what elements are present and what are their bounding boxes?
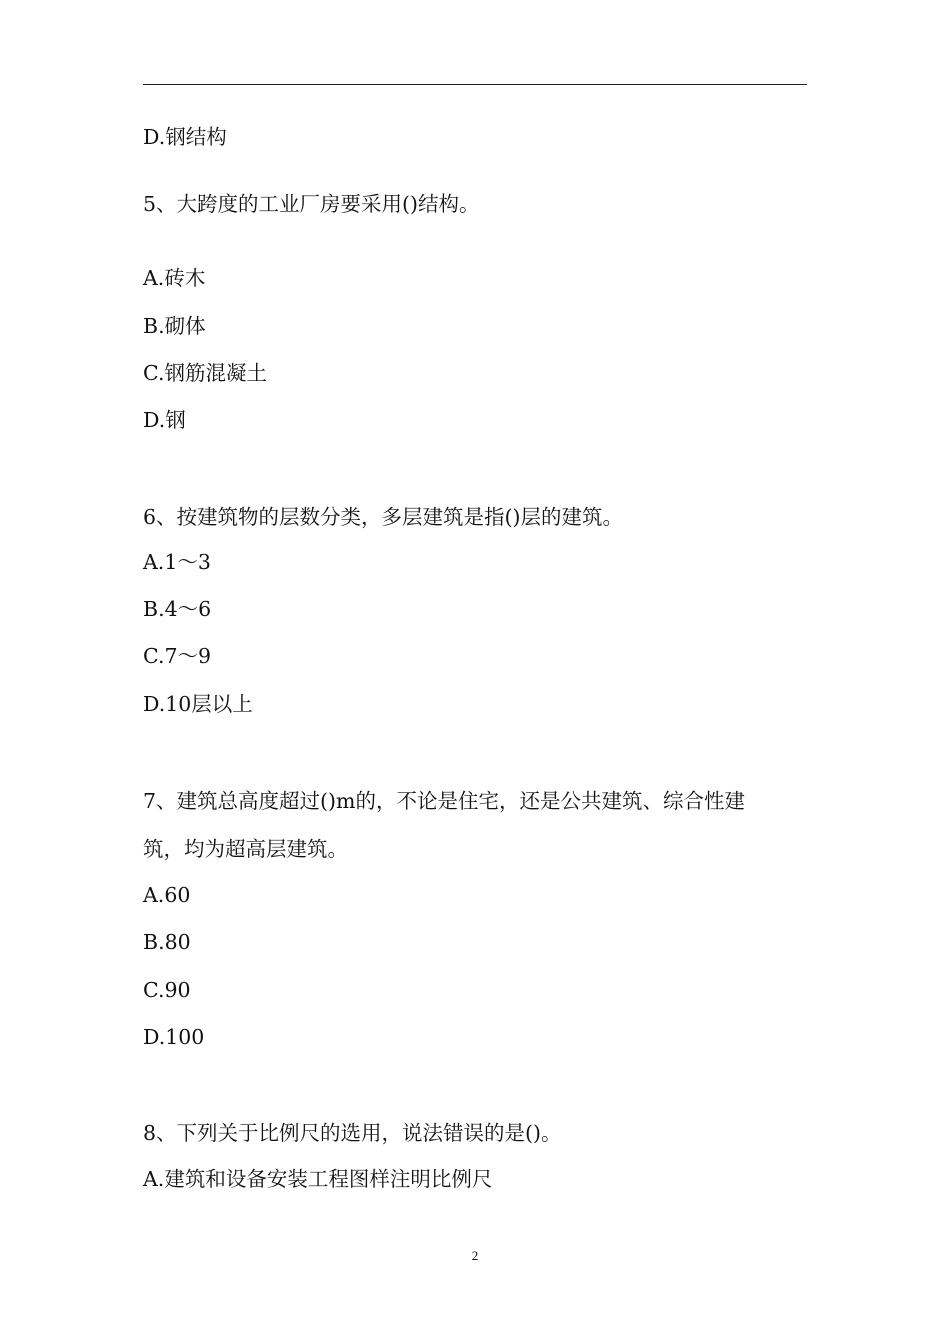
question-7-stem-line-2: 筑，均为超高层建筑。 (143, 837, 348, 861)
question-5-option-a: A.砖木 (143, 266, 206, 290)
question-5-stem: 5、大跨度的工业厂房要采用()结构。 (143, 192, 480, 216)
page-number: 2 (471, 1248, 479, 1263)
question-6-option-c: C.7～9 (143, 644, 212, 668)
question-7-option-b: B.80 (143, 930, 191, 954)
question-5-option-c: C.钢筋混凝土 (143, 361, 267, 385)
question-7-option-d: D.100 (143, 1025, 205, 1049)
question-7-stem-line-1: 7、建筑总高度超过()m的，不论是住宅，还是公共建筑、综合性建 (143, 789, 745, 813)
question-7-option-a: A.60 (143, 883, 191, 907)
question-7-option-c: C.90 (143, 978, 191, 1002)
question-8-stem: 8、下列关于比例尺的选用，说法错误的是()。 (143, 1121, 562, 1145)
question-5-option-d: D.钢 (143, 408, 186, 432)
question-4-option-d: D.钢结构 (143, 125, 227, 149)
question-8-option-a: A.建筑和设备安装工程图样注明比例尺 (143, 1167, 493, 1191)
question-6-stem: 6、按建筑物的层数分类，多层建筑是指()层的建筑。 (143, 505, 624, 529)
question-6-option-a: A.1～3 (143, 550, 211, 574)
question-6-option-b: B.4～6 (143, 597, 212, 621)
question-6-option-d: D.10层以上 (143, 692, 253, 716)
question-5-option-b: B.砌体 (143, 314, 206, 338)
header-rule (143, 84, 807, 85)
